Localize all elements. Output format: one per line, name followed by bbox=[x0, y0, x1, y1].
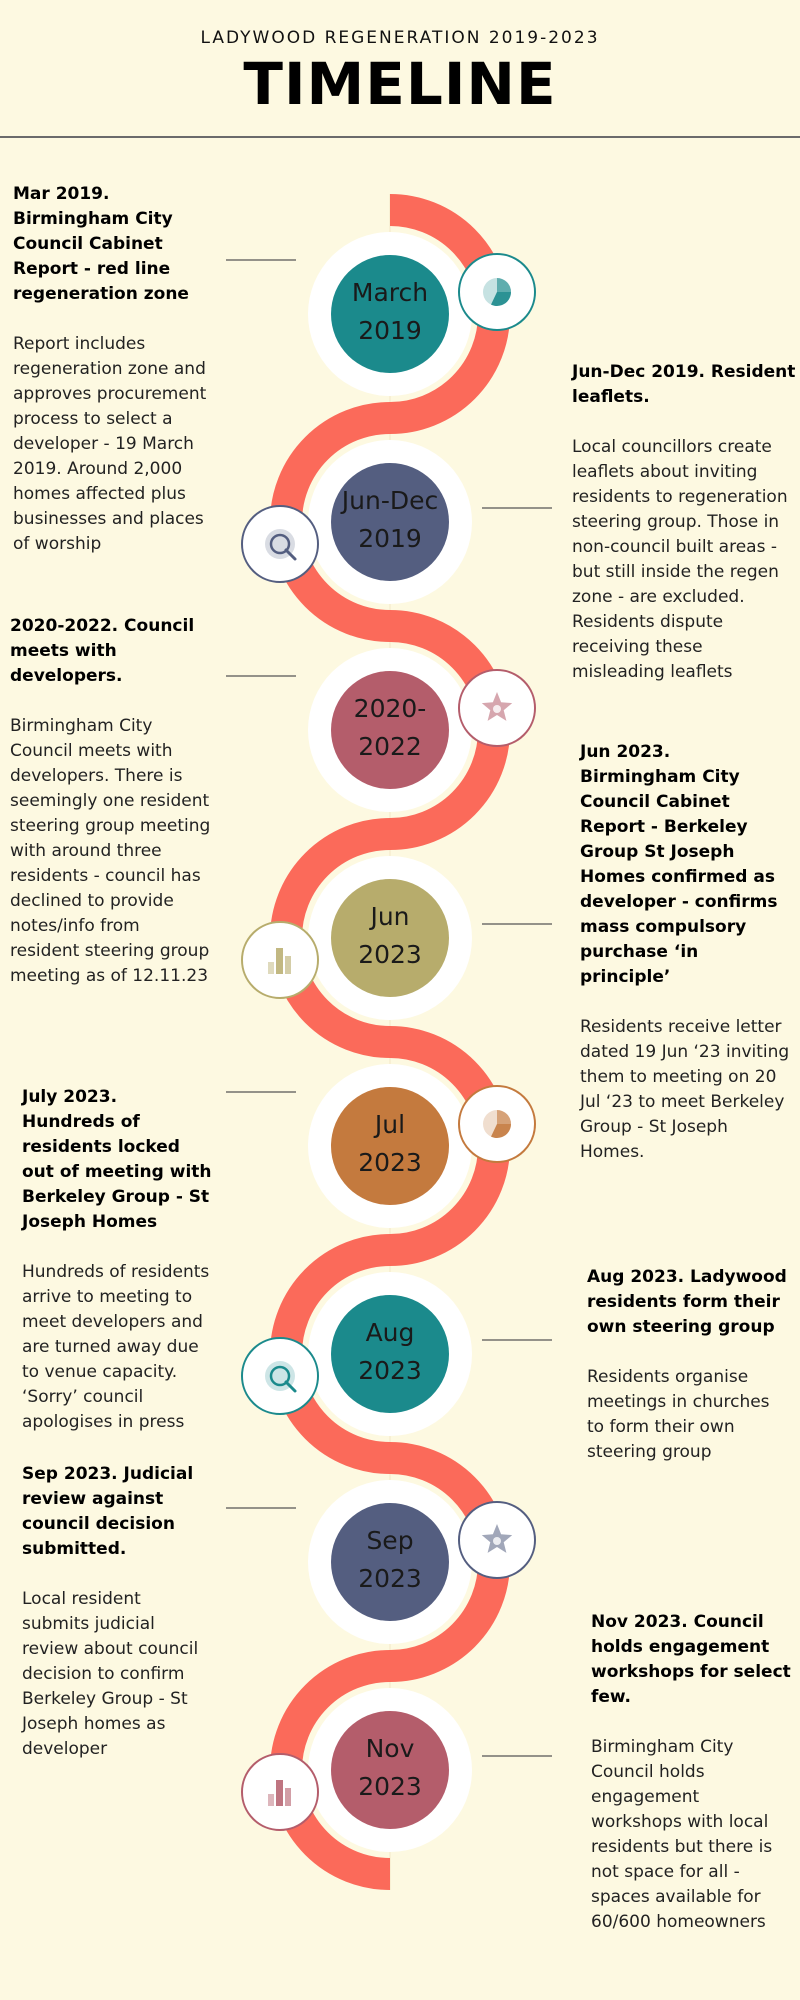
date-label bbox=[330, 482, 450, 558]
date-label-line1: Jul bbox=[374, 1110, 406, 1139]
pie-chart-icon bbox=[483, 278, 511, 306]
date-label-line1: 2020- bbox=[353, 694, 427, 723]
event-text-block bbox=[22, 1085, 212, 1435]
date-label bbox=[330, 1314, 450, 1390]
magnifier-icon bbox=[265, 529, 295, 559]
event-body: Report includes regeneration zone and approves procurement process to select a developer - 19 March 2019. Around 2,000 homes affected plus businesses and places of worship bbox=[13, 334, 207, 554]
date-label-line2: 2023 bbox=[358, 1564, 422, 1593]
event-text-block bbox=[572, 360, 800, 685]
pie-chart-icon bbox=[483, 1110, 511, 1138]
event-heading: Mar 2019. Birmingham City Council Cabinet Report - red line regeneration zone bbox=[13, 184, 189, 304]
date-label bbox=[330, 1106, 450, 1182]
date-label-line1: Nov bbox=[365, 1734, 415, 1763]
event-body: Local councillors create leaflets about inviting residents to regeneration steering group. Those in non-council built areas - but still inside the regen zone - are excluded. Residents dispute receiving these misleading leaflets bbox=[572, 437, 788, 682]
event-heading: July 2023. Hundreds of residents locked out of meeting with Berkeley Group - St Joseph Homes bbox=[22, 1087, 212, 1232]
date-label-line2: 2023 bbox=[358, 1772, 422, 1801]
date-label bbox=[330, 898, 450, 974]
event-text-block bbox=[587, 1265, 787, 1465]
event-body: Birmingham City Council holds engagement workshops with local residents but there is not space for all - spaces available for 60/600 homeowners bbox=[591, 1737, 773, 1932]
date-label-line2: 2023 bbox=[358, 940, 422, 969]
date-label-line1: Jun bbox=[370, 902, 410, 931]
event-body: Hundreds of residents arrive to meeting to meet developers and are turned away due to venue capacity. ‘Sorry’ council apologises in press bbox=[22, 1262, 210, 1432]
date-label bbox=[330, 690, 450, 766]
event-heading: Nov 2023. Council holds engagement workshops for select few. bbox=[591, 1612, 791, 1707]
date-label-line1: Aug bbox=[365, 1318, 415, 1347]
date-label-line2: 2023 bbox=[358, 1148, 422, 1177]
date-label bbox=[330, 1522, 450, 1598]
event-body: Local resident submits judicial review about council decision to confirm Berkeley Group - St Joseph homes as developer bbox=[22, 1589, 199, 1759]
date-label-line1: Sep bbox=[366, 1526, 414, 1555]
event-text-block bbox=[13, 182, 213, 557]
event-heading: Sep 2023. Judicial review against council decision submitted. bbox=[22, 1464, 194, 1559]
date-label-line2: 2019 bbox=[358, 524, 422, 553]
date-label-line2: 2022 bbox=[358, 732, 422, 761]
event-heading: Aug 2023. Ladywood residents form their own steering group bbox=[587, 1267, 787, 1337]
date-label-line2: 2023 bbox=[358, 1356, 422, 1385]
date-label-line2: 2019 bbox=[358, 316, 422, 345]
event-heading: Jun 2023. Birmingham City Council Cabinet Report - Berkeley Group St Joseph Homes confirmed as developer - confirms mass compulsory purchase ‘in principle’ bbox=[580, 742, 778, 987]
magnifier-icon bbox=[265, 1361, 295, 1391]
event-text-block bbox=[10, 614, 212, 989]
event-text-block bbox=[22, 1462, 212, 1762]
event-body: Residents organise meetings in churches to form their own steering group bbox=[587, 1367, 770, 1462]
event-body: Residents receive letter dated 19 Jun ‘23 inviting them to meeting on 20 Jul ‘23 to meet Berkeley Group - St Joseph Homes. bbox=[580, 1017, 790, 1162]
date-label bbox=[330, 274, 450, 350]
event-heading: Jun-Dec 2019. Resident leaflets. bbox=[572, 362, 796, 407]
page-title: TIMELINE bbox=[243, 50, 557, 118]
event-body: Birmingham City Council meets with developers. There is seemingly one resident steering group meeting with around three residents - council has declined to provide notes/info from resident steering group meeting as of 12.11.23 bbox=[10, 716, 211, 986]
event-text-block bbox=[580, 740, 790, 1165]
date-label-line1: March bbox=[351, 278, 429, 307]
event-heading: 2020-2022. Council meets with developers. bbox=[10, 616, 195, 686]
event-text-block bbox=[591, 1610, 791, 1935]
page-subtitle: LADYWOOD REGENERATION 2019-2023 bbox=[200, 28, 600, 48]
date-label-line1: Jun-Dec bbox=[341, 486, 439, 515]
date-label bbox=[330, 1730, 450, 1806]
